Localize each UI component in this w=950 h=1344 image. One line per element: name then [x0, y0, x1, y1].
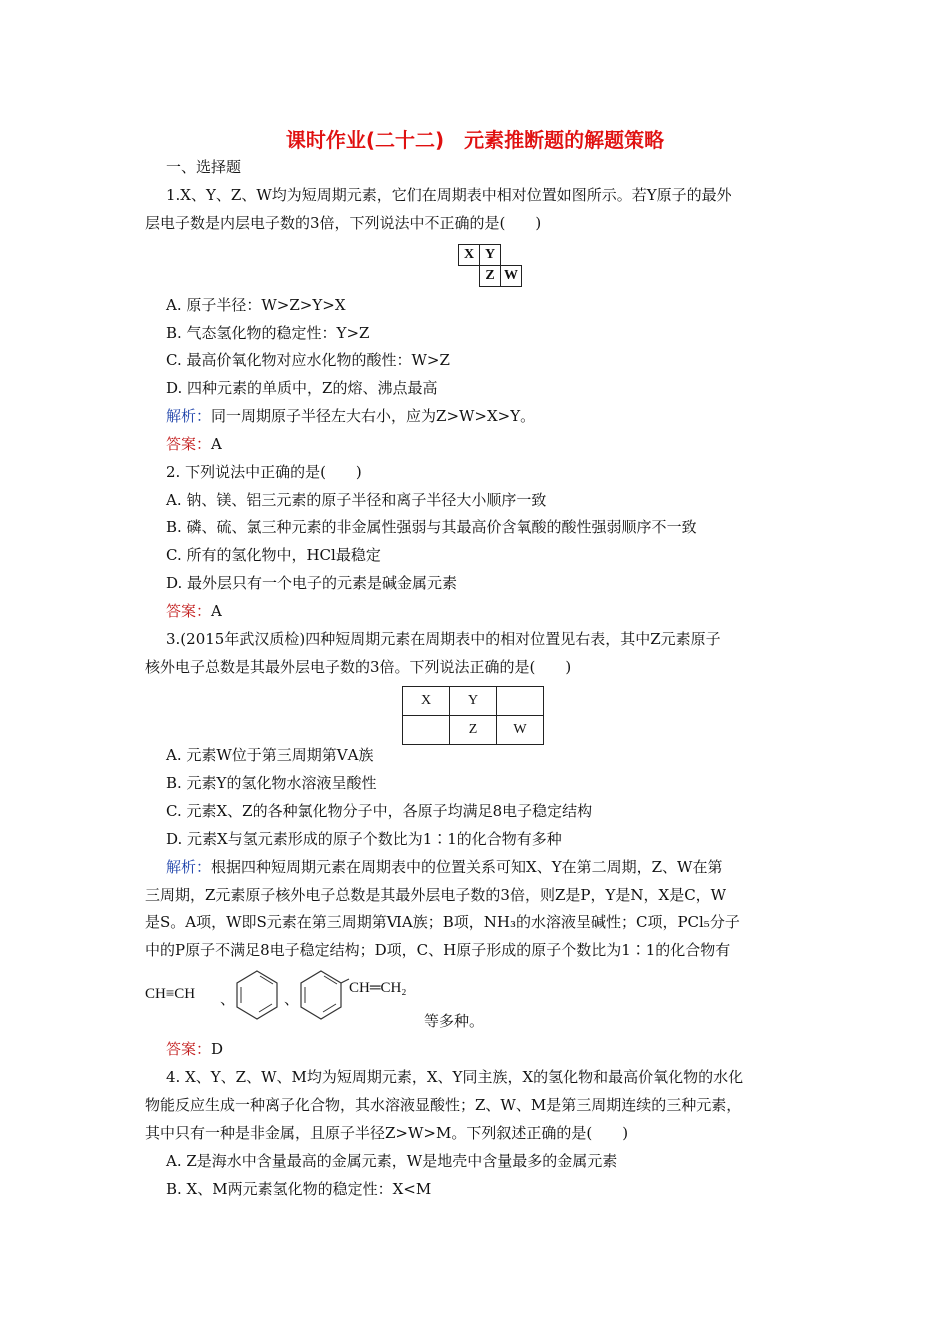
q1-stem-line1: 1.X、Y、Z、W均为短周期元素，它们在周期表中相对位置如图所示。若Y原子的最外	[166, 186, 732, 204]
q3-cell-empty	[497, 687, 544, 716]
q1-option-c: C. 最高价氧化物对应水化物的酸性：W>Z	[166, 351, 450, 369]
q3-analysis-line1	[166, 857, 722, 877]
q3-cell-x: X	[403, 687, 450, 716]
q4-option-a: A. Z是海水中含量最高的金属元素，W是地壳中含量最多的金属元素	[166, 1152, 618, 1170]
q1-periodic-grid	[458, 244, 522, 287]
q3-answer-value: D	[211, 1040, 224, 1058]
q2-answer-value: A	[211, 602, 222, 620]
q3-option-d: D. 元素X与氢元素形成的原子个数比为1∶1的化合物有多种	[166, 830, 562, 848]
answer-label: 答案：	[166, 1040, 212, 1058]
q3-stem-line2: 核外电子总数是其最外层电子数的3倍。下列说法正确的是( )	[145, 658, 572, 676]
answer-label: 答案：	[166, 435, 212, 453]
page-title: 课时作业(二十二) 元素推断题的解题策略	[285, 128, 665, 152]
acetylene-formula: CH≡CH	[145, 986, 196, 1002]
q4-option-b: B. X、M两元素氢化物的稳定性：X<M	[166, 1180, 432, 1198]
q1-cell-empty	[459, 266, 480, 287]
q1-cell-z: Z	[480, 266, 501, 287]
q3-cell-z: Z	[450, 716, 497, 745]
q2-option-c: C. 所有的氢化物中，HCl最稳定	[166, 546, 381, 564]
q3-option-a: A. 元素W位于第三周期第ⅤA族	[166, 746, 374, 764]
q3-option-b: B. 元素Y的氢化物水溶液呈酸性	[166, 774, 377, 792]
q4-stem-line3: 其中只有一种是非金属，且原子半径Z>W>M。下列叙述正确的是( )	[145, 1124, 629, 1142]
section-heading: 一、选择题	[166, 158, 242, 176]
q3-analysis-text: 根据四种短周期元素在周期表中的位置关系可知X、Y在第二周期，Z、W在第	[211, 858, 723, 876]
answer-label: 答案：	[166, 602, 212, 620]
q3-stem-line1: 3.(2015年武汉质检)四种短周期元素在周期表中的相对位置见右表，其中Z元素原子	[166, 630, 721, 648]
benzene-ring-icon	[232, 968, 282, 1024]
q3-analysis-line2: 三周期，Z元素原子核外电子总数是其最外层电子数的3倍，则Z是P，Y是N，X是C，W	[145, 886, 727, 904]
q3-cell-empty	[403, 716, 450, 745]
q4-stem-line2: 物能反应生成一种离子化合物，其水溶液显酸性；Z、W、M是第三周期连续的三种元素，	[145, 1096, 742, 1114]
q1-cell-w: W	[501, 266, 522, 287]
q1-cell-empty	[501, 245, 522, 266]
q1-cell-x: X	[459, 245, 480, 266]
q3-option-c: C. 元素X、Z的各种氯化物分子中，各原子均满足8电子稳定结构	[166, 802, 593, 820]
analysis-label: 解析：	[166, 858, 212, 876]
q1-cell-y: Y	[480, 245, 501, 266]
q1-answer-value: A	[211, 435, 222, 453]
vinyl-group-formula: CH═CH₂	[349, 980, 407, 996]
q1-answer	[166, 434, 222, 454]
q2-option-d: D. 最外层只有一个电子的元素是碱金属元素	[166, 574, 458, 592]
q3-answer	[166, 1039, 223, 1059]
q1-option-b: B. 气态氢化物的稳定性：Y>Z	[166, 324, 370, 342]
q3-cell-y: Y	[450, 687, 497, 716]
q1-stem-line2: 层电子数是内层电子数的3倍，下列说法中不正确的是( )	[145, 214, 542, 232]
q2-option-a: A. 钠、镁、铝三元素的原子半径和离子半径大小顺序一致	[166, 491, 547, 509]
q3-analysis-line4: 中的P原子不满足8电子稳定结构；D项，C、H原子形成的原子个数比为1∶1的化合物有	[145, 941, 731, 959]
analysis-label: 解析：	[166, 407, 212, 425]
q1-analysis	[166, 406, 535, 426]
q1-analysis-text: 同一周期原子半径左大右小，应为Z>W>X>Y。	[211, 407, 536, 425]
q4-stem-line1: 4. X、Y、Z、W、M均为短周期元素，X、Y同主族，X的氢化物和最高价氧化物的水化	[166, 1068, 744, 1086]
q2-stem: 2. 下列说法中正确的是( )	[166, 463, 362, 481]
q1-option-a: A. 原子半径：W>Z>Y>X	[166, 296, 346, 314]
q3-analysis-line3: 是S。A项，W即S元素在第三周期第ⅥA族；B项，NH₃的水溶液呈碱性；C项，PCl₅分子	[145, 913, 740, 931]
separator-comma: 、	[284, 992, 300, 1008]
q3-analysis-tail: 等多种。	[424, 1012, 485, 1030]
q1-option-d: D. 四种元素的单质中，Z的熔、沸点最高	[166, 379, 438, 397]
q2-option-b: B. 磷、硫、氯三种元素的非金属性强弱与其最高价含氧酸的酸性强弱顺序不一致	[166, 518, 697, 536]
separator-comma: 、	[220, 992, 236, 1008]
styrene-ring-icon	[296, 968, 350, 1024]
q2-answer	[166, 601, 222, 621]
q3-periodic-table	[402, 686, 544, 745]
q3-cell-w: W	[497, 716, 544, 745]
